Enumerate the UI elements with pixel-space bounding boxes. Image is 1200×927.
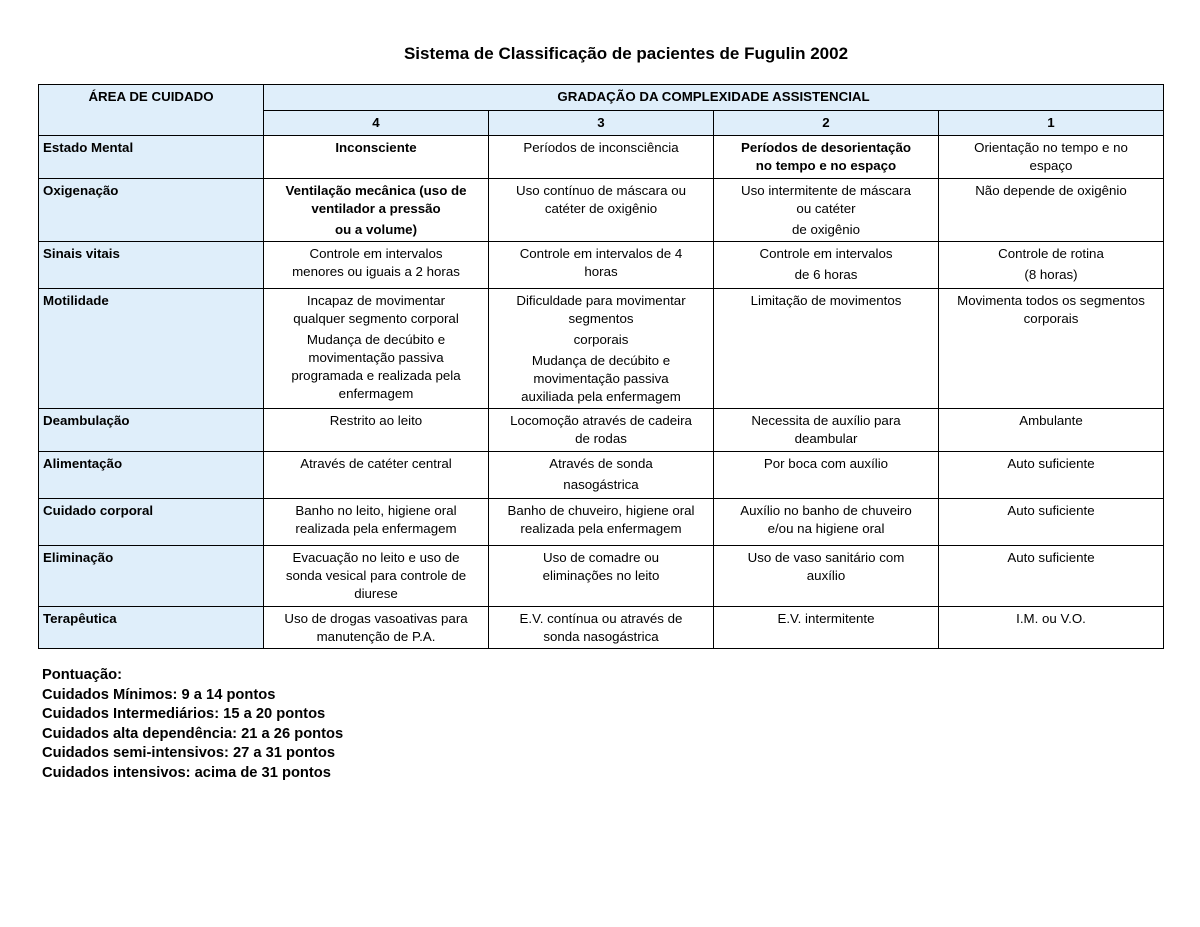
level-cell [939, 546, 1164, 607]
scoring-line: Cuidados intensivos: acima de 31 pontos [42, 764, 331, 781]
table-row [39, 452, 1164, 499]
level-cell [489, 179, 714, 242]
cell-line: catéter de oxigênio [544, 201, 658, 216]
cell-line: Orientação no tempo e no [974, 140, 1128, 155]
cell-line: de 6 horas [794, 267, 858, 282]
cell-line: eliminações no leito [542, 568, 660, 583]
level-cell [264, 136, 489, 179]
level-cell [489, 136, 714, 179]
scoring-line: Cuidados semi-intensivos: 27 a 31 pontos [42, 745, 336, 761]
cell-line: auxílio [806, 568, 846, 583]
level-cell [264, 242, 489, 289]
cell-line: Períodos de desorientação [741, 140, 911, 155]
cell-line: diurese [354, 586, 398, 601]
cell-line: Auxílio no banho de chuveiro [740, 503, 912, 518]
cell-line: segmentos [568, 311, 634, 326]
level-cell [939, 499, 1164, 546]
cell-line: Ambulante [1019, 413, 1083, 428]
scoring-line: Cuidados Intermediários: 15 a 20 pontos [42, 706, 326, 722]
grade-header: GRADAÇÃO DA COMPLEXIDADE ASSISTENCIAL [264, 85, 1164, 111]
cell-line: nasogástrica [563, 477, 639, 492]
level-cell [714, 179, 939, 242]
cell-line: E.V. intermitente [777, 611, 875, 626]
level-cell [939, 409, 1164, 452]
cell-line: Uso de vaso sanitário com [747, 550, 905, 565]
level-cell [489, 607, 714, 649]
level-cell [714, 136, 939, 179]
cell-line: Inconsciente [335, 140, 417, 155]
cell-line: E.V. contínua ou através de [519, 611, 683, 626]
table-row [39, 289, 1164, 409]
cell-line: Uso contínuo de máscara ou [515, 183, 686, 198]
cell-line: movimentação passiva [308, 350, 444, 365]
cell-line: realizada pela enfermagem [295, 521, 457, 536]
area-header: ÁREA DE CUIDADO [39, 85, 264, 136]
cell-line: I.M. ou V.O. [1016, 611, 1086, 626]
cell-line: Locomoção através de cadeira [510, 413, 692, 428]
level-cell [489, 546, 714, 607]
cell-line: Uso intermitente de máscara [741, 183, 911, 198]
level-cell [714, 607, 939, 649]
cell-line: programada e realizada pela [291, 368, 461, 383]
cell-line: corporais [1023, 311, 1079, 326]
level-cell [714, 409, 939, 452]
level-cell [489, 289, 714, 409]
cell-line: de oxigênio [791, 222, 861, 237]
level-cell [939, 179, 1164, 242]
cell-line: Auto suficiente [1007, 550, 1095, 565]
area-cell: Alimentação [39, 452, 264, 499]
cell-line: Uso de drogas vasoativas para [284, 611, 468, 626]
table-row [39, 546, 1164, 607]
cell-line: corporais [573, 332, 629, 347]
cell-line: Banho de chuveiro, higiene oral [507, 503, 695, 518]
cell-line: deambular [794, 431, 858, 446]
fugulin-table [38, 84, 1164, 649]
level-header: 2 [714, 111, 939, 136]
cell-line: Dificuldade para movimentar [516, 293, 686, 308]
table-row [39, 607, 1164, 649]
area-cell: Deambulação [39, 409, 264, 452]
scoring-heading: Pontuação: [42, 667, 122, 683]
level-header: 3 [489, 111, 714, 136]
cell-line: Movimenta todos os segmentos [957, 293, 1145, 308]
table-row [39, 499, 1164, 546]
cell-line: auxiliada pela enfermagem [521, 389, 681, 404]
cell-line: Através de sonda [549, 456, 653, 471]
level-cell [264, 409, 489, 452]
level-cell [939, 136, 1164, 179]
area-cell: Oxigenação [39, 179, 264, 242]
level-cell [714, 452, 939, 499]
page-title: Sistema de Classificação de pacientes de Fugulin 2002 [403, 44, 849, 63]
cell-line: Controle de rotina [998, 246, 1104, 261]
level-cell [714, 242, 939, 289]
cell-line: (8 horas) [1024, 267, 1078, 282]
cell-line: Incapaz de movimentar [306, 293, 446, 308]
cell-line: Necessita de auxílio para [751, 413, 901, 428]
level-cell [264, 289, 489, 409]
area-cell: Cuidado corporal [39, 499, 264, 546]
level-cell [264, 452, 489, 499]
area-cell: Motilidade [39, 289, 264, 409]
cell-line: movimentação passiva [533, 371, 669, 386]
cell-line: Auto suficiente [1007, 503, 1095, 518]
cell-line: Controle em intervalos [759, 246, 893, 261]
level-cell [939, 452, 1164, 499]
cell-line: Períodos de inconsciência [523, 140, 679, 155]
table-row [39, 242, 1164, 289]
area-cell: Eliminação [39, 546, 264, 607]
cell-line: Evacuação no leito e uso de [292, 550, 460, 565]
cell-line: ou catéter [796, 201, 856, 216]
area-cell: Sinais vitais [39, 242, 264, 289]
cell-line: menores ou iguais a 2 horas [292, 264, 460, 279]
table-row [39, 179, 1164, 242]
table-row [39, 136, 1164, 179]
cell-line: Limitação de movimentos [750, 293, 902, 308]
level-cell [264, 546, 489, 607]
level-header: 1 [939, 111, 1164, 136]
level-cell [264, 607, 489, 649]
cell-line: espaço [1029, 158, 1073, 173]
scoring-line: Cuidados Mínimos: 9 a 14 pontos [42, 686, 276, 703]
cell-line: de rodas [575, 431, 627, 446]
cell-line: Por boca com auxílio [763, 456, 889, 471]
level-header: 4 [264, 111, 489, 136]
cell-line: horas [584, 264, 618, 279]
level-cell [939, 242, 1164, 289]
level-cell [489, 409, 714, 452]
level-cell [489, 499, 714, 546]
level-cell [714, 289, 939, 409]
area-cell: Terapêutica [39, 607, 264, 649]
level-cell [939, 607, 1164, 649]
cell-line: Controle em intervalos [309, 246, 443, 261]
cell-line: no tempo e no espaço [755, 158, 897, 173]
level-cell [714, 546, 939, 607]
cell-line: qualquer segmento corporal [293, 311, 459, 326]
cell-line: Mudança de decúbito e [306, 332, 446, 347]
cell-line: manutenção de P.A. [316, 629, 436, 644]
cell-line: sonda nasogástrica [543, 629, 659, 644]
level-cell [489, 452, 714, 499]
cell-line: sonda vesical para controle de [285, 568, 467, 583]
cell-line: Controle em intervalos de 4 [519, 246, 683, 261]
level-cell [264, 499, 489, 546]
cell-line: Mudança de decúbito e [531, 353, 671, 368]
cell-line: Uso de comadre ou [542, 550, 660, 565]
level-cell [264, 179, 489, 242]
cell-line: realizada pela enfermagem [520, 521, 682, 536]
cell-line: enfermagem [338, 386, 414, 401]
scoring-section [42, 666, 343, 783]
cell-line: ventilador a pressão [311, 201, 441, 216]
cell-line: Banho no leito, higiene oral [295, 503, 457, 518]
cell-line: Auto suficiente [1007, 456, 1095, 471]
scoring-line: Cuidados alta dependência: 21 a 26 pontos [42, 725, 344, 742]
cell-line: ou a volume) [334, 222, 417, 237]
level-cell [489, 242, 714, 289]
cell-line: Não depende de oxigênio [975, 183, 1127, 198]
table-row [39, 409, 1164, 452]
level-cell [714, 499, 939, 546]
cell-line: e/ou na higiene oral [767, 521, 885, 536]
level-cell [939, 289, 1164, 409]
cell-line: Através de catéter central [300, 456, 452, 471]
area-cell: Estado Mental [39, 136, 264, 179]
cell-line: Ventilação mecânica (uso de [285, 183, 467, 198]
cell-line: Restrito ao leito [329, 413, 423, 428]
